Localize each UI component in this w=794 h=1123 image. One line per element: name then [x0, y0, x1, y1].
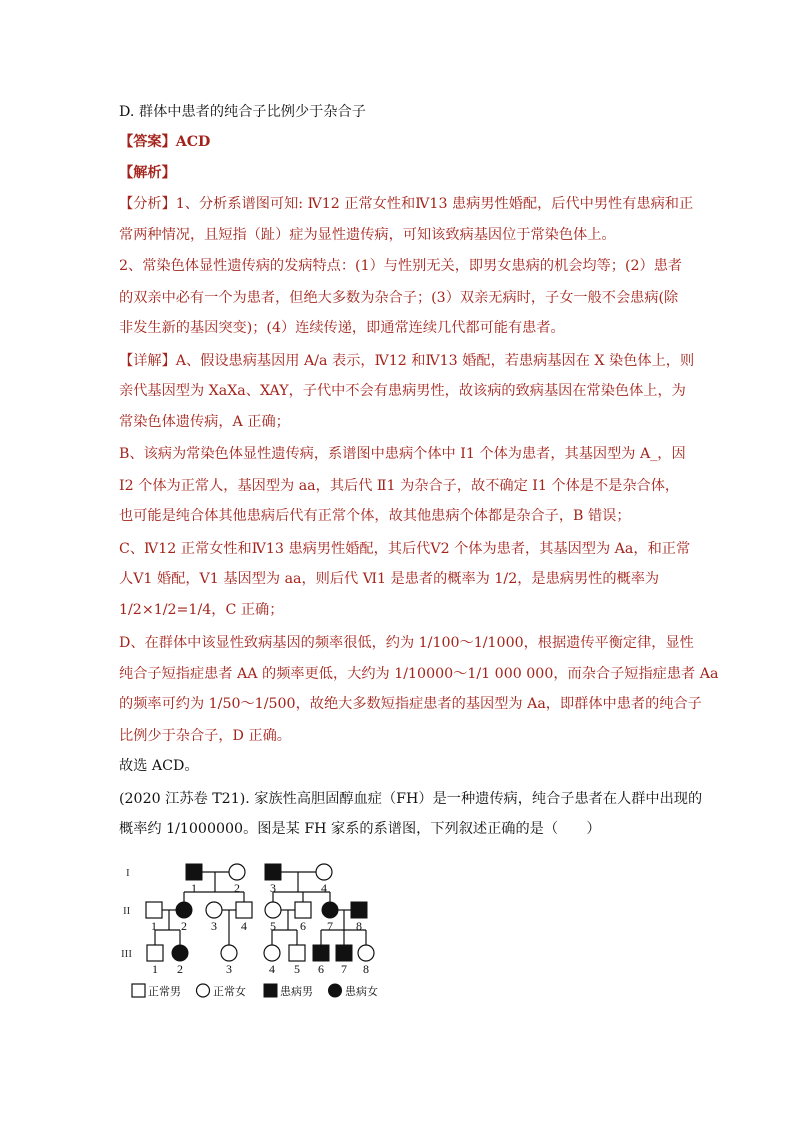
ind-num: 6: [318, 962, 324, 976]
analysis-line: 常两种情况，且短指（趾）症为显性遗传病，可知该致病基因位于常染色体上。: [119, 227, 616, 243]
ind-num: 7: [341, 962, 347, 976]
legend-normal-male-label: 正常男: [148, 986, 181, 998]
ind-num: 6: [300, 919, 306, 933]
detail-line: C、Ⅳ12 正常女性和Ⅳ13 患病男性婚配，其后代Ⅴ2 个体为患者，其基因型为 Aa，和正常: [119, 541, 691, 557]
normal-male-II4: [236, 902, 252, 918]
ind-num: 8: [363, 962, 369, 976]
analysis-line: 非发生新的基因突变)；(4）连续传递，即通常连续几代都可能有患者。: [119, 320, 565, 336]
detail-line: 亲代基因型为 XaXa、XAY，子代中不会有患病男性，故该病的致病基因在常染色体上，为: [119, 383, 686, 399]
ind-num: 5: [270, 919, 276, 933]
ind-num: 2: [181, 919, 187, 933]
ind-num: 2: [234, 881, 240, 895]
normal-male-III1: [147, 945, 163, 961]
ind-num: 4: [321, 881, 327, 895]
normal-female-III8: [358, 945, 374, 961]
gen-label: I: [126, 867, 130, 879]
normal-female-II3: [206, 902, 222, 918]
detail-line: B、该病为常染色体显性遗传病，系谱图中患病个体中 Ⅰ1 个体为患者，其基因型为 A_，因: [119, 446, 686, 462]
legend-normal-female-label: 正常女: [213, 986, 246, 998]
affected-male-III6: [313, 945, 329, 961]
detail-line: D、在群体中该显性致病基因的频率很低，约为 1/100～1/1000，根据遗传平衡定律，显性: [119, 635, 694, 651]
normal-female-III3: [221, 945, 237, 961]
ind-num: 1: [151, 919, 157, 933]
detail-line: 的频率可约为 1/50～1/500，故绝大多数短指症患者的基因型为 Aa，即群体中患者的纯合子: [119, 696, 702, 712]
analysis-heading: 【解析】: [119, 165, 176, 181]
normal-male-III5: [289, 945, 305, 961]
normal-male-II1: [146, 902, 162, 918]
legend-normal-male-icon: [132, 984, 145, 997]
choice-line: 故选 ACD。: [119, 758, 199, 774]
affected-male-III7: [336, 945, 352, 961]
detail-line: 纯合子短指症患者 AA 的频率更低，大约为 1/10000～1/1 000 000，而杂合子短指症患者 Aa: [119, 666, 719, 682]
gen-label: II: [123, 905, 131, 917]
affected-female-II2: [176, 902, 192, 918]
ind-num: 8: [356, 919, 362, 933]
legend-affected-female-icon: [329, 984, 342, 997]
affected-male-I3: [265, 864, 281, 880]
question-line: (2020 江苏卷 T21). 家族性高胆固醇血症（FH）是一种遗传病，纯合子患者在人群中出现的: [119, 791, 703, 807]
ind-num: 4: [241, 919, 247, 933]
question-line: 概率约 1/1000000。图是某 FH 家系的系谱图，下列叙述正确的是（ ）: [119, 821, 601, 837]
ind-num: 4: [269, 962, 275, 976]
ind-num: 3: [270, 881, 276, 895]
ind-num: 3: [211, 919, 217, 933]
ind-num: 7: [327, 919, 333, 933]
answer-line: 【答案】ACD: [119, 134, 211, 150]
analysis-line: 的双亲中必有一个为患者，但绝大多数为杂合子；(3）双亲无病时，子女一般不会患病(除: [119, 290, 679, 306]
ind-num: 1: [191, 881, 197, 895]
detail-line: 也可能是纯合体其他患病后代有正常个体，故其他患病个体都是杂合子，B 错误；: [119, 508, 631, 524]
gen-label: III: [121, 948, 132, 960]
normal-male-II6: [295, 902, 311, 918]
normal-female-I2: [229, 864, 245, 880]
affected-male-II8: [351, 902, 367, 918]
affected-female-III2: [172, 945, 188, 961]
affected-male-I1: [186, 864, 202, 880]
detail-line: 【详解】A、假设患病基因用 A/a 表示，Ⅳ12 和Ⅳ13 婚配，若患病基因在 X 染色体上，则: [119, 353, 695, 369]
ind-num: 2: [177, 962, 183, 976]
detail-line: 人Ⅴ1 婚配，Ⅴ1 基因型为 aa，则后代 Ⅵ1 是患者的概率为 1/2，是患病男性的概率为: [119, 571, 660, 587]
normal-female-I4: [316, 864, 332, 880]
legend-affected-male-label: 患病男: [280, 986, 313, 998]
analysis-line: 【分析】1、分析系谱图可知: Ⅳ12 正常女性和Ⅳ13 患病男性婚配，后代中男性有患病和正: [119, 196, 694, 212]
legend-affected-female-label: 患病女: [345, 986, 378, 998]
detail-line: 比例少于杂合子，D 正确。: [119, 728, 291, 744]
ind-num: 5: [294, 962, 300, 976]
ind-num: 3: [226, 962, 232, 976]
detail-line: Ⅰ2 个体为正常人，基因型为 aa，其后代 Ⅱ1 为杂合子，故不确定 Ⅰ1 个体是不是杂合体，: [119, 478, 680, 494]
detail-line: 1/2×1/2=1/4，C 正确；: [119, 602, 284, 618]
legend-affected-male-icon: [264, 984, 277, 997]
ind-num: 1: [152, 962, 158, 976]
affected-female-II7: [322, 902, 338, 918]
analysis-line: 2、常染色体显性遗传病的发病特点：(1）与性别无关，即男女患病的机会均等；(2）患者: [119, 258, 683, 274]
legend-normal-female-icon: [197, 984, 210, 997]
normal-female-III4: [264, 945, 280, 961]
detail-line: 常染色体遗传病，A 正确；: [119, 414, 290, 430]
normal-female-II5: [265, 902, 281, 918]
option-d: D. 群体中患者的纯合子比例少于杂合子: [119, 104, 366, 120]
